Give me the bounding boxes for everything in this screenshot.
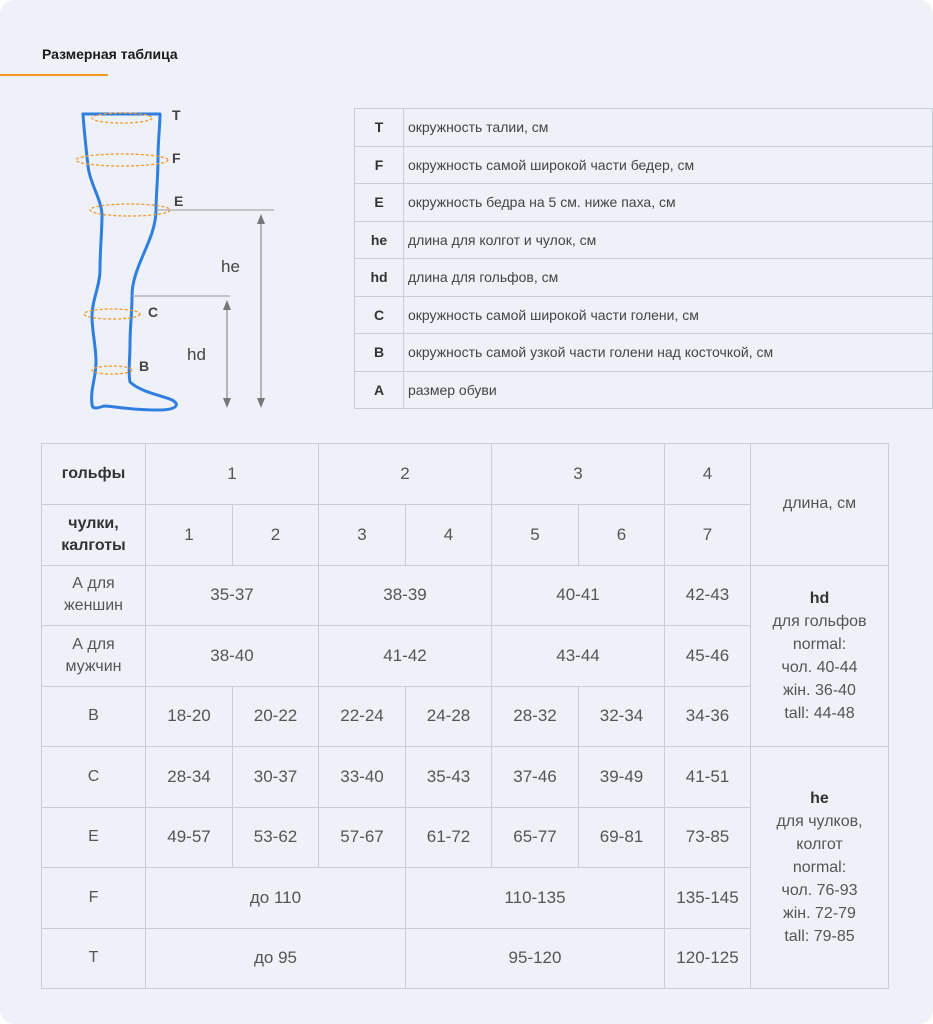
row-label-c: C [42, 747, 146, 808]
cell: 41-42 [319, 626, 492, 687]
legend-row [355, 221, 933, 259]
cell: 28-32 [492, 686, 579, 747]
cell: 32-34 [579, 686, 665, 747]
cell: 33-40 [319, 747, 406, 808]
golf-size-1: 1 [146, 444, 319, 505]
cell: 45-46 [665, 626, 751, 687]
he-info-title: he [810, 790, 829, 807]
cell: 22-24 [319, 686, 406, 747]
cell: 53-62 [233, 807, 319, 868]
cell: 41-51 [665, 747, 751, 808]
legend-key: T [355, 109, 404, 147]
label-f: F [172, 150, 181, 166]
cell: 95-120 [406, 928, 665, 989]
label-hd: hd [187, 345, 206, 364]
row-label-a-women [42, 565, 146, 626]
length-header: длина, см [751, 444, 889, 566]
legend-key: he [355, 221, 404, 259]
row-label-b: B [42, 686, 146, 747]
he-info-line5: жін. 72-79 [783, 905, 856, 922]
b-ellipse [92, 366, 132, 374]
legend-key: A [355, 371, 404, 409]
cell: 39-49 [579, 747, 665, 808]
cell: 30-37 [233, 747, 319, 808]
stock-size-5: 5 [492, 504, 579, 565]
cell: до 95 [146, 928, 406, 989]
golf-label: гольфы [42, 444, 146, 505]
cell: 69-81 [579, 807, 665, 868]
cell: 49-57 [146, 807, 233, 868]
size-grid [41, 443, 889, 989]
row-golf-sizes [42, 444, 889, 505]
a-women-label-1: А для [72, 575, 115, 593]
stock-label [42, 504, 146, 565]
hd-info-line1: для гольфов [772, 612, 867, 630]
legend-row [355, 334, 933, 372]
legend-key: C [355, 296, 404, 334]
hd-info [751, 565, 889, 747]
row-c [42, 747, 889, 808]
leg-outline [83, 114, 176, 410]
cell: 65-77 [492, 807, 579, 868]
legend-desc: окружность самой широкой части бедер, см [404, 146, 933, 184]
cell: 120-125 [665, 928, 751, 989]
cell: 110-135 [406, 868, 665, 929]
stock-size-6: 6 [579, 504, 665, 565]
he-info-line4: чол. 76-93 [781, 882, 858, 899]
title-underline [0, 74, 108, 76]
label-c: C [148, 304, 159, 320]
cell: 43-44 [492, 626, 665, 687]
label-he: he [221, 257, 240, 276]
legend-row [355, 146, 933, 184]
legend-desc: окружность самой широкой части голени, см [404, 296, 933, 334]
cell: 40-41 [492, 565, 665, 626]
hd-arrow-top [223, 300, 231, 310]
legend-desc: окружность бедра на 5 см. ниже паха, см [404, 184, 933, 222]
row-a-women [42, 565, 889, 626]
row-label-t: T [42, 928, 146, 989]
he-info-line1: для чулков, [776, 813, 863, 830]
hd-arrow-bottom [223, 398, 231, 408]
hd-info-title: hd [809, 589, 830, 607]
cell: 34-36 [665, 686, 751, 747]
leg-diagram [60, 100, 290, 420]
stock-size-4: 4 [406, 504, 492, 565]
legend-row [355, 184, 933, 222]
hd-info-line3: чол. 40-44 [781, 658, 858, 676]
row-label-e: E [42, 807, 146, 868]
cell: 73-85 [665, 807, 751, 868]
hd-info-line2: normal: [792, 635, 847, 653]
legend-key: F [355, 146, 404, 184]
cell: 38-39 [319, 565, 492, 626]
cell: 135-145 [665, 868, 751, 929]
legend-row [355, 371, 933, 409]
row-label-a-men [42, 626, 146, 687]
legend-row [355, 259, 933, 297]
label-t: T [172, 107, 181, 123]
he-arrow-top [257, 214, 265, 224]
cell: 20-22 [233, 686, 319, 747]
cell: 42-43 [665, 565, 751, 626]
stock-size-2: 2 [233, 504, 319, 565]
a-men-label-2: мужчин [65, 657, 122, 675]
stock-label-2: калготы [61, 536, 126, 554]
legend-key: hd [355, 259, 404, 297]
he-info-line3: normal: [792, 859, 847, 876]
hd-info-line5: tall: 44-48 [784, 704, 855, 722]
cell: 28-34 [146, 747, 233, 808]
row-label-f: F [42, 868, 146, 929]
cell: 37-46 [492, 747, 579, 808]
hd-info-line4: жін. 36-40 [783, 681, 856, 699]
cell: 57-67 [319, 807, 406, 868]
cell: 24-28 [406, 686, 492, 747]
a-women-label-2: женшин [63, 597, 124, 615]
stock-label-1: чулки, [68, 514, 119, 532]
legend-desc: длина для гольфов, см [404, 259, 933, 297]
legend-desc: длина для колгот и чулок, см [404, 221, 933, 259]
golf-size-3: 3 [492, 444, 665, 505]
legend-row [355, 109, 933, 147]
label-e: E [174, 193, 184, 209]
cell: 35-37 [146, 565, 319, 626]
f-ellipse [76, 154, 168, 166]
stock-size-3: 3 [319, 504, 406, 565]
legend-desc: окружность талии, см [404, 109, 933, 147]
golf-size-2: 2 [319, 444, 492, 505]
legend-row [355, 296, 933, 334]
legend-key: B [355, 334, 404, 372]
cell: 61-72 [406, 807, 492, 868]
he-info-line6: tall: 79-85 [784, 928, 855, 945]
stock-size-7: 7 [665, 504, 751, 565]
page-title: Размерная таблица [42, 46, 178, 62]
legend-key: E [355, 184, 404, 222]
cell: до 110 [146, 868, 406, 929]
he-info [751, 747, 889, 989]
legend-desc: размер обуви [404, 371, 933, 409]
cell: 38-40 [146, 626, 319, 687]
legend-desc: окружность самой узкой части голени над косточкой, см [404, 334, 933, 372]
legend-table [354, 108, 933, 409]
cell: 35-43 [406, 747, 492, 808]
golf-size-4: 4 [665, 444, 751, 505]
stock-size-1: 1 [146, 504, 233, 565]
he-info-line2: колгот [796, 836, 843, 853]
a-men-label-1: А для [72, 635, 115, 653]
he-arrow-bottom [257, 398, 265, 408]
label-b: B [139, 358, 150, 374]
cell: 18-20 [146, 686, 233, 747]
